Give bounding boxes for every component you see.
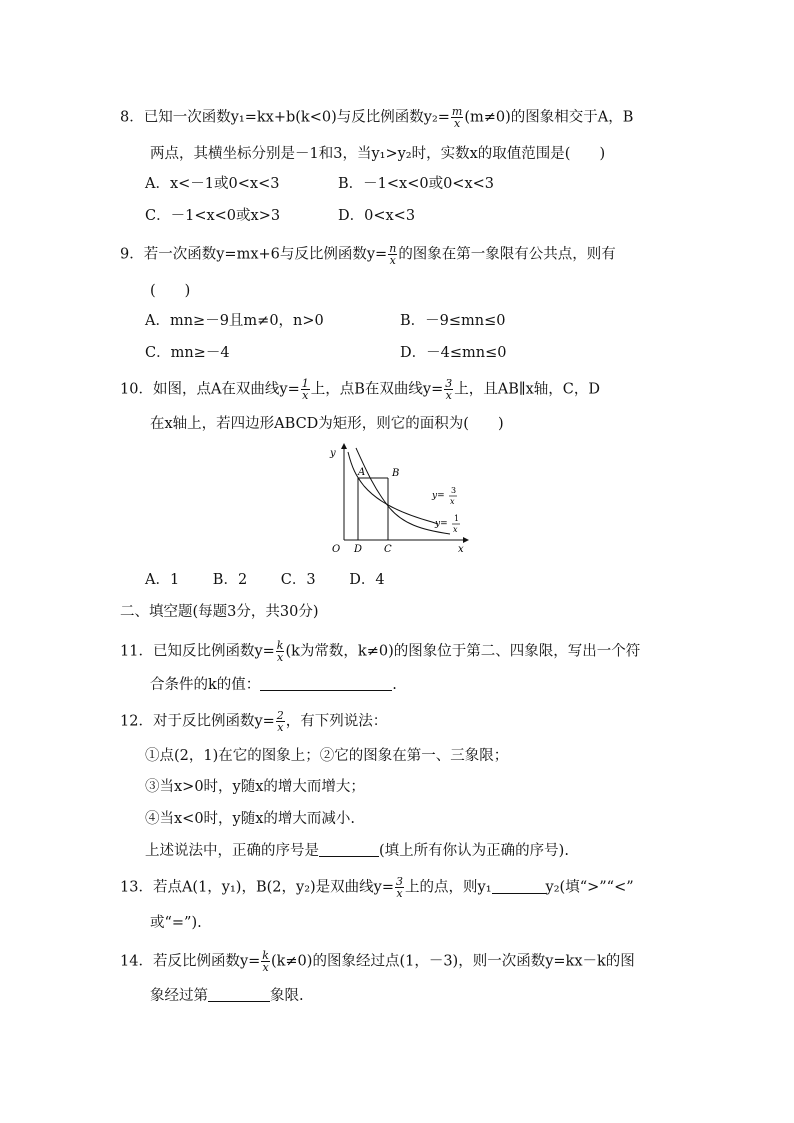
q10-frac2-den: x — [445, 389, 452, 402]
q12-line1-pre: 12．对于反比例函数y= — [120, 713, 275, 730]
q14-frac-num: k — [262, 949, 269, 962]
q8-fraction — [451, 106, 463, 129]
label-point-d: D — [354, 544, 363, 555]
q9-option-b: B．－9≤mn≤0 — [400, 313, 506, 329]
q11-line2-end: . — [392, 677, 397, 693]
q10-figure — [322, 440, 472, 562]
q11-fraction — [276, 640, 285, 663]
q12-line5-pre: 上述说法中，正确的序号是 — [145, 843, 319, 859]
q12-statement-2: ③当x>0时，y随x的增大而增大； — [145, 779, 365, 795]
q10-line1-a: 10．如图，点A在双曲线y= — [120, 381, 300, 398]
q9-option-c: C．mn≥－4 — [145, 345, 230, 361]
q10-line1-c: 上，且AB∥x轴，C，D — [454, 381, 600, 398]
q11-line2-text: 合条件的k的值： — [150, 677, 261, 693]
q12-line5-post: (填上所有你认为正确的序号). — [379, 843, 569, 859]
q14-line2-pre: 象经过第 — [150, 988, 208, 1004]
q10-frac1-den: x — [302, 389, 309, 402]
q14-line1 — [120, 950, 635, 973]
q8-option-b: B．－1<x<0或0<x<3 — [338, 176, 495, 192]
q8-frac-den: x — [454, 117, 461, 130]
q14-line2 — [150, 986, 304, 1006]
label-y-axis: y — [330, 448, 336, 459]
q8-line1-pre: 8．已知一次函数y₁=kx+b(k<0)与反比例函数y₂= — [120, 109, 450, 126]
q12-answer-blank[interactable] — [319, 842, 379, 857]
q11-line1-post: (k为常数，k≠0)的图象位于第二、四象限，写出一个符 — [285, 643, 641, 660]
q8-line1-post: (m≠0)的图象相交于A，B — [464, 109, 634, 126]
label-upper-curve-den: x — [450, 497, 455, 506]
q11-frac-den: x — [277, 651, 284, 664]
q14-line1-post: (k≠0)的图象经过点(1，－3)，则一次函数y=kx－k的图 — [270, 953, 635, 970]
q13-line2: 或“=”). — [150, 915, 202, 931]
q10-frac2-num: 3 — [445, 377, 453, 390]
section-title: 二、填空题(每题3分，共30分) — [120, 604, 319, 620]
q10-fraction-1 — [301, 378, 310, 401]
q10-frac1-num: 1 — [301, 377, 309, 390]
q13-line1-pre: 13．若点A(1，y₁)，B(2，y₂)是双曲线y= — [120, 879, 395, 896]
q14-frac-den: x — [262, 961, 269, 974]
q12-line5 — [145, 841, 569, 861]
label-origin: O — [332, 544, 341, 555]
q14-line1-pre: 14．若反比例函数y= — [120, 953, 261, 970]
q8-option-c: C．－1<x<0或x>3 — [145, 208, 281, 224]
label-x-axis: x — [458, 544, 464, 555]
q8-frac-num: m — [451, 105, 463, 118]
label-lower-curve-pre: y= — [435, 519, 448, 529]
q9-fraction — [388, 243, 397, 266]
q9-line2: ( ) — [150, 283, 191, 299]
q13-line1 — [120, 876, 634, 899]
q9-option-d: D．－4≤mn≤0 — [400, 345, 507, 361]
q12-fraction — [276, 710, 285, 733]
q12-frac-den: x — [277, 721, 284, 734]
q10-line2: 在x轴上，若四边形ABCD为矩形，则它的面积为( ) — [150, 416, 504, 432]
label-point-c: C — [384, 544, 392, 555]
q12-statement-1: ①点(2，1)在它的图象上；②它的图象在第一、三象限； — [145, 748, 509, 764]
q11-line2 — [150, 675, 397, 695]
q10-options: A．1 B．2 C．3 D．4 — [145, 572, 385, 588]
q9-line1-pre: 9．若一次函数y=mx+6与反比例函数y= — [120, 246, 388, 263]
q12-statement-3: ④当x<0时，y随x的增大而减小. — [145, 811, 356, 827]
label-lower-curve-den: x — [453, 525, 458, 534]
q11-line1-pre: 11．已知反比例函数y= — [120, 643, 275, 660]
q8-line2: 两点，其横坐标分别是－1和3，当y₁>y₂时，实数x的取值范围是( ) — [150, 146, 606, 162]
q9-frac-den: x — [389, 254, 396, 267]
q9-frac-num: n — [389, 242, 397, 255]
q14-line2-post: 象限. — [270, 988, 304, 1004]
label-lower-curve-num: 1 — [454, 514, 460, 523]
q10-fraction-2 — [444, 378, 453, 401]
q13-frac-num: 3 — [396, 875, 404, 888]
q10-line1 — [120, 378, 600, 401]
q9-line1 — [120, 243, 616, 266]
label-upper-curve-pre: y= — [432, 491, 445, 501]
q11-line1 — [120, 640, 640, 663]
q13-fraction — [395, 876, 404, 899]
q8-option-a: A．x<－1或0<x<3 — [145, 176, 280, 192]
q11-frac-num: k — [276, 639, 284, 652]
label-point-b: B — [392, 468, 400, 479]
q8-option-d: D．0<x<3 — [338, 208, 416, 224]
q11-answer-blank[interactable] — [260, 676, 392, 691]
q9-line1-post: 的图象在第一象限有公共点，则有 — [398, 246, 616, 263]
q13-line1-mid: 上的点，则y₁ — [405, 879, 492, 896]
q10-line1-b: 上，点B在双曲线y= — [310, 381, 444, 398]
q14-answer-blank[interactable] — [208, 987, 270, 1002]
label-point-a: A — [358, 467, 366, 478]
q13-frac-den: x — [396, 887, 403, 900]
q13-answer-blank[interactable] — [492, 879, 546, 894]
q13-line1-post: y₂(填“>”“<” — [545, 879, 634, 896]
q9-option-a: A．mn≥－9且m≠0，n>0 — [145, 313, 324, 329]
q12-frac-num: 2 — [276, 709, 284, 722]
q12-line1-post: ，有下列说法： — [285, 713, 388, 730]
curve-1-over-x — [348, 452, 438, 524]
q8-line1 — [120, 106, 633, 129]
q12-line1 — [120, 710, 387, 733]
label-upper-curve-num: 3 — [451, 486, 457, 495]
q14-fraction — [261, 950, 270, 973]
